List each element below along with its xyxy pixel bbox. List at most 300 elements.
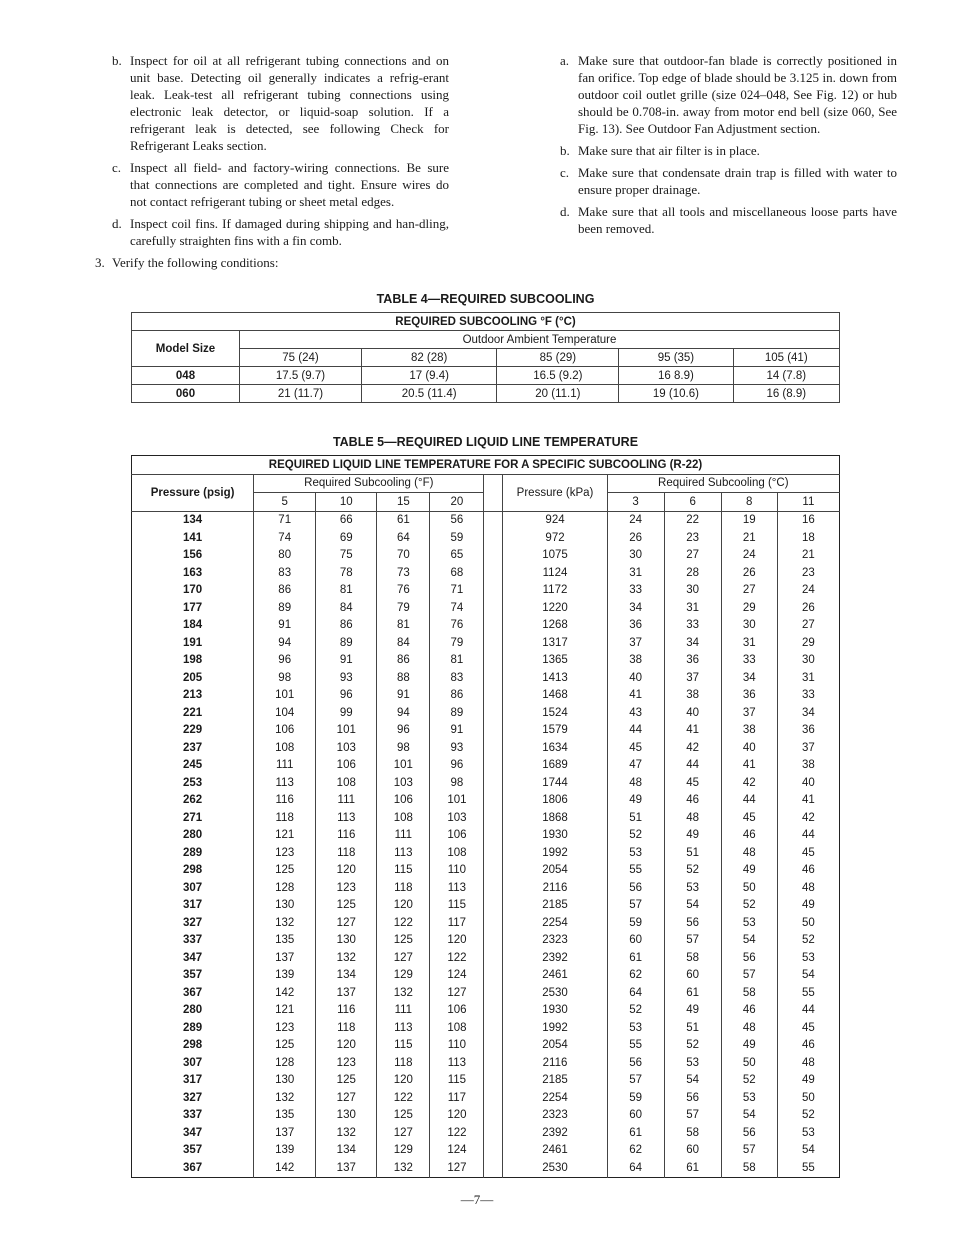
temp-c-cell: 29: [721, 599, 777, 617]
temp-c-cell: 50: [777, 914, 839, 932]
temp-c-cell: 33: [664, 617, 721, 635]
table5-body: [132, 511, 840, 1177]
temp-f-cell: 106: [377, 792, 430, 810]
item-label: d.: [112, 216, 122, 231]
temp-c-cell: 37: [607, 634, 664, 652]
temp-f-cell: 65: [430, 547, 484, 565]
temp-c-cell: 52: [607, 827, 664, 845]
temp-f-cell: 132: [316, 949, 377, 967]
table4-header: REQUIRED SUBCOOLING °F (°C): [132, 313, 840, 331]
psig-cell: 337: [182, 934, 203, 947]
kpa-cell: 2254: [503, 1089, 607, 1107]
table-row: [132, 739, 840, 757]
temp-f-cell: 125: [254, 1037, 316, 1055]
temp-f-cell: 117: [430, 1089, 484, 1107]
temp-c-cell: 54: [777, 1142, 839, 1160]
psig-cell: 229: [182, 724, 203, 737]
kpa-cell: 2323: [503, 932, 607, 950]
step-item-a: [558, 52, 897, 137]
table-row: [132, 634, 840, 652]
temp-f-cell: 78: [316, 564, 377, 582]
temp-f-cell: 115: [377, 862, 430, 880]
step-item-b: [558, 142, 897, 159]
table-row: [132, 564, 840, 582]
temp-f-cell: 137: [316, 1159, 377, 1177]
psig-cell: 271: [182, 811, 203, 824]
table-row: [132, 1089, 840, 1107]
temp-c-cell: 31: [607, 564, 664, 582]
value-cell: 19 (10.6): [619, 385, 733, 403]
temp-f-cell: 86: [377, 652, 430, 670]
temp-c-cell: 24: [607, 511, 664, 529]
temp-f-cell: 137: [316, 984, 377, 1002]
temp-c-cell: 46: [721, 1002, 777, 1020]
temp-f-cell: 110: [430, 1037, 484, 1055]
temp-c-cell: 46: [721, 827, 777, 845]
temp-c-cell: 48: [721, 1019, 777, 1037]
spacer-cell: [484, 599, 503, 617]
temp-c-cell: 51: [664, 1019, 721, 1037]
temp-f-cell: 113: [316, 809, 377, 827]
temp-f-cell: 127: [430, 1159, 484, 1177]
temp-c-cell: 45: [607, 739, 664, 757]
temp-c-cell: 55: [607, 1037, 664, 1055]
temp-f-cell: 135: [254, 932, 316, 950]
temp-f-cell: 113: [377, 1019, 430, 1037]
table-row: [132, 1159, 840, 1177]
temp-c-cell: 46: [777, 1037, 839, 1055]
temp-f-cell: 123: [254, 844, 316, 862]
temp-f-cell: 64: [377, 529, 430, 547]
table-row: [132, 844, 840, 862]
temp-c-cell: 52: [721, 897, 777, 915]
item-text: Make sure that outdoor-fan blade is correctly positioned in fan orifice. Top edge of blade should be 3.125 in. down from outdoor coil outlet grille (size 024–048, See Fig. 12) or hub should be 0.708-in. away from motor end bell (size 060, See Fig. 13). See Outdoor Fan Adjustment section.: [578, 53, 897, 136]
table-row: [132, 1054, 840, 1072]
temp-f-cell: 123: [316, 879, 377, 897]
spacer-cell: [484, 529, 503, 547]
temp-f-cell: 108: [316, 774, 377, 792]
kpa-cell: 2392: [503, 949, 607, 967]
temp-c-cell: 61: [664, 1159, 721, 1177]
temp-c-cell: 33: [721, 652, 777, 670]
spacer-cell: [484, 511, 503, 529]
temp-f-cell: 96: [430, 757, 484, 775]
temp-f-cell: 81: [316, 582, 377, 600]
table-row: [132, 385, 840, 403]
table5-header: REQUIRED LIQUID LINE TEMPERATURE FOR A SPECIFIC SUBCOOLING (R-22): [132, 456, 840, 475]
temp-c-cell: 56: [607, 1054, 664, 1072]
psig-cell: 156: [182, 549, 203, 562]
temp-f-cell: 96: [254, 652, 316, 670]
spacer-cell: [484, 687, 503, 705]
item-label: d.: [560, 204, 570, 219]
value-cell: 14 (7.8): [733, 367, 839, 385]
temp-c-cell: 64: [607, 1159, 664, 1177]
kpa-cell: 1365: [503, 652, 607, 670]
temp-c-cell: 30: [777, 652, 839, 670]
step-item-c: [92, 159, 449, 210]
kpa-cell: 1930: [503, 827, 607, 845]
temp-f-cell: 88: [377, 669, 430, 687]
psig-cell: 289: [182, 846, 203, 859]
temp-c-cell: 54: [721, 932, 777, 950]
temp-c-cell: 30: [607, 547, 664, 565]
value-cell: 20.5 (11.4): [361, 385, 496, 403]
temp-f-cell: 139: [254, 967, 316, 985]
temp-c-cell: 48: [664, 809, 721, 827]
spacer-cell: [484, 564, 503, 582]
temp-c-cell: 49: [607, 792, 664, 810]
temp-c-cell: 30: [664, 582, 721, 600]
temp-c-cell: 57: [607, 1072, 664, 1090]
temp-f-cell: 116: [254, 792, 316, 810]
item-text: Make sure that air filter is in place.: [578, 143, 760, 158]
temp-f-cell: 101: [377, 757, 430, 775]
temp-f-cell: 106: [430, 1002, 484, 1020]
kpa-cell: 1868: [503, 809, 607, 827]
temp-c-cell: 55: [777, 984, 839, 1002]
temp-c-cell: 27: [777, 617, 839, 635]
temp-f-cell: 113: [254, 774, 316, 792]
temp-c-cell: 30: [721, 617, 777, 635]
psig-cell: 245: [182, 759, 203, 772]
temp-f-cell: 71: [254, 511, 316, 529]
temp-c-cell: 38: [607, 652, 664, 670]
step-item-d: [92, 215, 449, 249]
temp-c-cell: 31: [664, 599, 721, 617]
table-row: [132, 1019, 840, 1037]
temp-c-cell: 56: [607, 879, 664, 897]
temp-f-cell: 118: [254, 809, 316, 827]
item-label: b.: [112, 53, 122, 68]
temp-c-cell: 52: [721, 1072, 777, 1090]
temp-f-cell: 98: [254, 669, 316, 687]
temp-f-cell: 125: [254, 862, 316, 880]
table-row: [132, 652, 840, 670]
temp-f-cell: 125: [377, 1107, 430, 1125]
temp-f-cell: 93: [316, 669, 377, 687]
temp-c-cell: 44: [721, 792, 777, 810]
step-number: 3.: [95, 255, 105, 270]
ambient-col: 75 (24): [240, 349, 362, 367]
kpa-cell: 2323: [503, 1107, 607, 1125]
temp-f-cell: 122: [430, 1124, 484, 1142]
temp-c-cell: 51: [664, 844, 721, 862]
spacer-cell: [484, 809, 503, 827]
temp-c-cell: 61: [607, 949, 664, 967]
temp-c-cell: 60: [664, 1142, 721, 1160]
kpa-cell: 2461: [503, 967, 607, 985]
temp-f-cell: 124: [430, 1142, 484, 1160]
temp-c-cell: 34: [777, 704, 839, 722]
temp-c-cell: 45: [777, 844, 839, 862]
psig-cell: 280: [182, 829, 203, 842]
temp-f-cell: 113: [377, 844, 430, 862]
temp-f-cell: 76: [430, 617, 484, 635]
step-3: [92, 254, 449, 271]
temp-f-cell: 129: [377, 967, 430, 985]
psig-cell: 198: [182, 654, 203, 667]
kpa-cell: 1317: [503, 634, 607, 652]
psig-cell: 141: [182, 531, 203, 544]
temp-f-cell: 122: [377, 914, 430, 932]
spacer-cell: [484, 1089, 503, 1107]
temp-c-cell: 46: [664, 792, 721, 810]
temp-f-cell: 120: [377, 1072, 430, 1090]
spacer-cell: [484, 757, 503, 775]
temp-f-cell: 115: [377, 1037, 430, 1055]
temp-c-cell: 56: [721, 1124, 777, 1142]
temp-c-cell: 53: [721, 1089, 777, 1107]
temp-f-cell: 103: [316, 739, 377, 757]
table-row: [132, 1037, 840, 1055]
temp-f-cell: 116: [316, 827, 377, 845]
psig-cell: 327: [182, 916, 203, 929]
item-text: Inspect all field- and factory-wiring connections. Be sure that connections are completed and tight. Ensure wires do not contact refrigerant tubing or sheet metal edges.: [130, 160, 449, 209]
temp-f-cell: 56: [430, 511, 484, 529]
temp-c-cell: 53: [607, 1019, 664, 1037]
value-cell: 17.5 (9.7): [240, 367, 362, 385]
temp-f-cell: 121: [254, 827, 316, 845]
temp-c-cell: 27: [721, 582, 777, 600]
temp-c-cell: 31: [777, 669, 839, 687]
table-row: [132, 722, 840, 740]
psig-cell: 191: [182, 636, 203, 649]
temp-f-cell: 125: [316, 897, 377, 915]
temp-f-cell: 73: [377, 564, 430, 582]
temp-c-cell: 55: [777, 1159, 839, 1177]
temp-c-cell: 54: [777, 967, 839, 985]
temp-c-cell: 42: [777, 809, 839, 827]
temp-f-cell: 123: [316, 1054, 377, 1072]
temp-c-cell: 44: [664, 757, 721, 775]
temp-f-cell: 130: [316, 1107, 377, 1125]
temp-c-cell: 36: [607, 617, 664, 635]
temp-f-cell: 91: [377, 687, 430, 705]
psig-cell: 298: [182, 1039, 203, 1052]
temp-f-cell: 89: [316, 634, 377, 652]
temp-f-cell: 118: [377, 1054, 430, 1072]
spacer-cell: [484, 617, 503, 635]
temp-f-cell: 120: [316, 862, 377, 880]
temp-f-cell: 106: [430, 827, 484, 845]
table-row: [132, 932, 840, 950]
temp-f-cell: 76: [377, 582, 430, 600]
page-number: —7—: [460, 1192, 494, 1207]
temp-f-cell: 83: [254, 564, 316, 582]
spacer-cell: [484, 932, 503, 950]
temp-c-cell: 54: [664, 1072, 721, 1090]
temp-f-cell: 130: [254, 1072, 316, 1090]
temp-f-cell: 91: [316, 652, 377, 670]
temp-f-cell: 81: [430, 652, 484, 670]
temp-c-cell: 24: [777, 582, 839, 600]
table-row: [132, 704, 840, 722]
table-row: [132, 774, 840, 792]
temp-c-cell: 52: [607, 1002, 664, 1020]
temp-c-cell: 27: [664, 547, 721, 565]
psig-cell: 347: [182, 951, 203, 964]
temp-c-cell: 58: [721, 1159, 777, 1177]
temp-f-cell: 122: [377, 1089, 430, 1107]
temp-c-cell: 53: [777, 1124, 839, 1142]
spacer-cell: [484, 1107, 503, 1125]
table-row: [132, 792, 840, 810]
kpa-cell: 2530: [503, 1159, 607, 1177]
temp-f-cell: 128: [254, 879, 316, 897]
item-text: Make sure that all tools and miscellaneous loose parts have been removed.: [578, 204, 897, 236]
kpa-cell: 2461: [503, 1142, 607, 1160]
temp-f-cell: 106: [254, 722, 316, 740]
kpa-cell: 1524: [503, 704, 607, 722]
ambient-col: 105 (41): [733, 349, 839, 367]
temp-f-cell: 137: [254, 1124, 316, 1142]
temp-f-cell: 98: [377, 739, 430, 757]
temp-c-cell: 60: [607, 1107, 664, 1125]
psig-cell: 337: [182, 1109, 203, 1122]
psig-cell: 213: [182, 689, 203, 702]
temp-f-cell: 89: [254, 599, 316, 617]
table-row: [132, 529, 840, 547]
table-row: [132, 1124, 840, 1142]
temp-c-cell: 36: [721, 687, 777, 705]
spacer-cell: [484, 1159, 503, 1177]
temp-f-cell: 89: [430, 704, 484, 722]
temp-c-cell: 29: [777, 634, 839, 652]
value-cell: 21 (11.7): [240, 385, 362, 403]
kpa-cell: 1744: [503, 774, 607, 792]
temp-f-cell: 132: [377, 984, 430, 1002]
left-column: [92, 52, 449, 276]
temp-c-cell: 33: [777, 687, 839, 705]
temp-f-cell: 115: [430, 897, 484, 915]
spacer-cell: [484, 879, 503, 897]
temp-f-cell: 134: [316, 967, 377, 985]
temp-f-cell: 127: [316, 914, 377, 932]
temp-c-cell: 41: [664, 722, 721, 740]
table-row: [132, 669, 840, 687]
temp-c-cell: 57: [607, 897, 664, 915]
temp-c-cell: 48: [721, 844, 777, 862]
temp-f-cell: 129: [377, 1142, 430, 1160]
table4-title: TABLE 4—REQUIRED SUBCOOLING: [376, 292, 595, 306]
temp-c-cell: 40: [721, 739, 777, 757]
kpa-cell: 1806: [503, 792, 607, 810]
temp-f-cell: 120: [430, 932, 484, 950]
ambient-col: 85 (29): [497, 349, 619, 367]
kpa-cell: 1992: [503, 844, 607, 862]
ambient-col: 82 (28): [361, 349, 496, 367]
kpa-cell: 2185: [503, 897, 607, 915]
temp-c-cell: 21: [777, 547, 839, 565]
temp-f-cell: 75: [316, 547, 377, 565]
psig-cell: 253: [182, 776, 203, 789]
temp-c-cell: 58: [664, 1124, 721, 1142]
right-column: [558, 52, 897, 242]
temp-c-cell: 56: [664, 1089, 721, 1107]
kpa-cell: 1413: [503, 669, 607, 687]
temp-c-cell: 60: [607, 932, 664, 950]
spacer-cell: [484, 739, 503, 757]
temp-c-cell: 36: [777, 722, 839, 740]
f-col: 15: [377, 493, 430, 512]
kpa-cell: 1689: [503, 757, 607, 775]
psig-cell: 357: [182, 1144, 203, 1157]
temp-f-cell: 91: [430, 722, 484, 740]
psig-cell: 163: [182, 566, 203, 579]
kpa-cell: 1220: [503, 599, 607, 617]
temp-c-cell: 46: [777, 862, 839, 880]
temp-f-cell: 121: [254, 1002, 316, 1020]
spacer-cell: [484, 669, 503, 687]
temp-f-cell: 86: [254, 582, 316, 600]
spacer-cell: [484, 652, 503, 670]
temp-c-cell: 41: [607, 687, 664, 705]
temp-f-cell: 101: [316, 722, 377, 740]
psig-cell: 170: [182, 584, 203, 597]
spacer-cell: [484, 844, 503, 862]
table-row: [132, 827, 840, 845]
temp-c-cell: 53: [777, 949, 839, 967]
table-row: [132, 511, 840, 529]
temp-c-cell: 23: [664, 529, 721, 547]
temp-c-cell: 34: [721, 669, 777, 687]
temp-c-cell: 48: [607, 774, 664, 792]
model-cell: 060: [132, 385, 240, 403]
temp-c-cell: 19: [721, 511, 777, 529]
psig-cell: 237: [182, 741, 203, 754]
kpa-cell: 1124: [503, 564, 607, 582]
temp-c-cell: 42: [664, 739, 721, 757]
psig-cell: 289: [182, 1021, 203, 1034]
temp-c-cell: 24: [721, 547, 777, 565]
psig-cell: 317: [182, 1074, 203, 1087]
temp-c-cell: 49: [721, 862, 777, 880]
f-col: 5: [254, 493, 316, 512]
kpa-cell: 924: [503, 511, 607, 529]
table-row: [132, 914, 840, 932]
c-col: 6: [664, 493, 721, 512]
temp-c-cell: 48: [777, 879, 839, 897]
psig-cell: 357: [182, 969, 203, 982]
temp-c-cell: 49: [777, 897, 839, 915]
temp-c-cell: 57: [664, 1107, 721, 1125]
temp-c-cell: 18: [777, 529, 839, 547]
kpa-cell: 2392: [503, 1124, 607, 1142]
temp-f-cell: 116: [316, 1002, 377, 1020]
table-row: [132, 1142, 840, 1160]
temp-f-cell: 103: [377, 774, 430, 792]
model-cell: 048: [132, 367, 240, 385]
temp-f-cell: 99: [316, 704, 377, 722]
temp-f-cell: 79: [430, 634, 484, 652]
temp-c-cell: 26: [777, 599, 839, 617]
temp-f-cell: 118: [316, 844, 377, 862]
temp-f-cell: 127: [430, 984, 484, 1002]
temp-c-cell: 41: [777, 792, 839, 810]
kpa-cell: 1579: [503, 722, 607, 740]
psig-cell: 262: [182, 794, 203, 807]
temp-c-cell: 53: [721, 914, 777, 932]
temp-f-cell: 68: [430, 564, 484, 582]
temp-c-cell: 55: [607, 862, 664, 880]
temp-f-cell: 84: [377, 634, 430, 652]
temp-f-cell: 132: [316, 1124, 377, 1142]
f-col: 10: [316, 493, 377, 512]
temp-c-cell: 37: [777, 739, 839, 757]
temp-f-cell: 113: [430, 879, 484, 897]
table-row: [132, 984, 840, 1002]
